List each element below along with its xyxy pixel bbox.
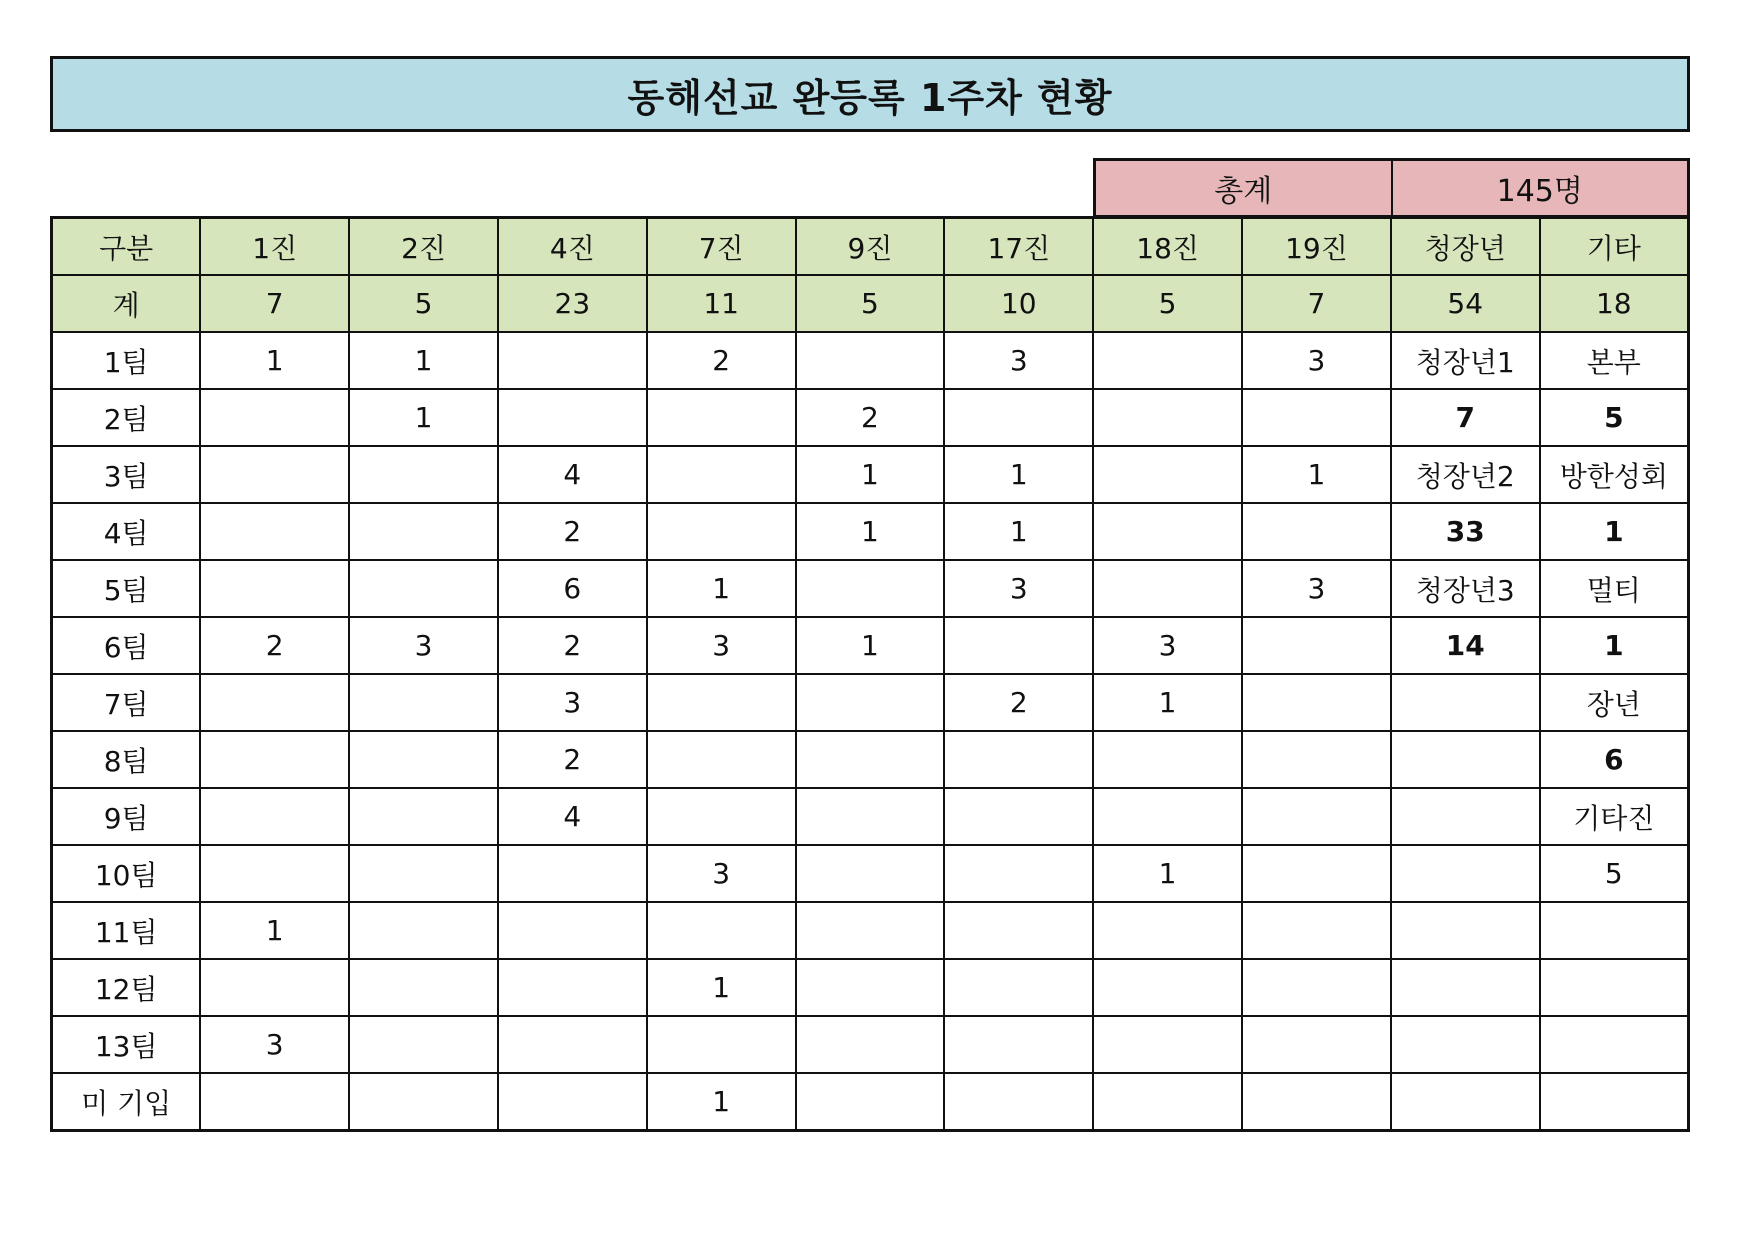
table-cell: 3 xyxy=(944,560,1093,617)
table-cell xyxy=(1540,1073,1689,1131)
table-cell: 2 xyxy=(944,674,1093,731)
table-cell xyxy=(498,1073,647,1131)
table-cell: 1진 xyxy=(200,218,349,276)
table-cell: 5 xyxy=(1093,275,1242,332)
registration-table xyxy=(50,216,1690,1132)
table-cell xyxy=(1242,1016,1391,1073)
table-cell: 1 xyxy=(1093,674,1242,731)
table-header-row xyxy=(52,218,1689,276)
table-cell xyxy=(200,731,349,788)
table-row xyxy=(52,788,1689,845)
table-cell: 1 xyxy=(1540,617,1689,674)
table-cell xyxy=(349,674,498,731)
table-cell: 5 xyxy=(796,275,945,332)
table-cell xyxy=(349,560,498,617)
table-cell xyxy=(498,845,647,902)
table-cell xyxy=(1093,731,1242,788)
row-label-cell: 10팀 xyxy=(52,845,201,902)
table-cell xyxy=(647,1016,796,1073)
table-row xyxy=(52,446,1689,503)
table-cell xyxy=(200,674,349,731)
table-cell xyxy=(349,959,498,1016)
table-cell xyxy=(200,446,349,503)
table-cell xyxy=(1093,959,1242,1016)
row-label-cell: 미 기입 xyxy=(52,1073,201,1131)
row-label-cell: 3팀 xyxy=(52,446,201,503)
table-cell xyxy=(1242,389,1391,446)
table-cell xyxy=(944,389,1093,446)
table-cell: 17진 xyxy=(944,218,1093,276)
table-cell: 14 xyxy=(1391,617,1540,674)
table-cell xyxy=(944,788,1093,845)
row-label-cell: 12팀 xyxy=(52,959,201,1016)
table-row xyxy=(52,332,1689,389)
table-cell xyxy=(200,503,349,560)
page-title: 동해선교 완등록 1주차 현황 xyxy=(50,56,1690,132)
table-cell: 1 xyxy=(1540,503,1689,560)
table-cell xyxy=(200,389,349,446)
table-cell xyxy=(349,902,498,959)
table-cell xyxy=(944,731,1093,788)
table-cell: 54 xyxy=(1391,275,1540,332)
table-cell: 4진 xyxy=(498,218,647,276)
table-cell: 1 xyxy=(647,560,796,617)
row-label-cell: 4팀 xyxy=(52,503,201,560)
table-cell: 3 xyxy=(1242,560,1391,617)
row-label-cell: 9팀 xyxy=(52,788,201,845)
table-cell xyxy=(1391,1073,1540,1131)
table-cell xyxy=(796,560,945,617)
table-cell: 4 xyxy=(498,788,647,845)
table-cell: 1 xyxy=(796,617,945,674)
table-cell: 3 xyxy=(647,617,796,674)
table-cell xyxy=(647,902,796,959)
table-cell: 1 xyxy=(200,902,349,959)
table-cell: 3 xyxy=(200,1016,349,1073)
table-cell xyxy=(796,731,945,788)
table-row xyxy=(52,845,1689,902)
table-cell xyxy=(647,503,796,560)
table-cell: 2 xyxy=(200,617,349,674)
table-cell xyxy=(349,1016,498,1073)
table-row xyxy=(52,959,1689,1016)
table-cell xyxy=(944,959,1093,1016)
table-cell xyxy=(1093,902,1242,959)
table-cell xyxy=(1093,446,1242,503)
table-cell xyxy=(349,788,498,845)
table-cell xyxy=(1093,1073,1242,1131)
table-cell xyxy=(1540,902,1689,959)
table-cell xyxy=(349,1073,498,1131)
table-cell xyxy=(944,1016,1093,1073)
table-row xyxy=(52,674,1689,731)
table-cell xyxy=(1242,788,1391,845)
table-cell: 7진 xyxy=(647,218,796,276)
table-cell: 2 xyxy=(498,503,647,560)
table-cell: 방한성회 xyxy=(1540,446,1689,503)
table-cell: 2 xyxy=(796,389,945,446)
table-cell xyxy=(944,617,1093,674)
table-cell: 3 xyxy=(647,845,796,902)
table-cell xyxy=(498,959,647,1016)
table-cell: 1 xyxy=(944,446,1093,503)
table-cell xyxy=(349,503,498,560)
table-cell: 3 xyxy=(498,674,647,731)
table-cell xyxy=(200,560,349,617)
table-cell xyxy=(1391,959,1540,1016)
total-label: 총계 xyxy=(1096,161,1393,215)
table-cell: 1 xyxy=(796,503,945,560)
table-cell: 2 xyxy=(647,332,796,389)
table-cell xyxy=(349,446,498,503)
table-cell xyxy=(1242,503,1391,560)
table-cell: 기타진 xyxy=(1540,788,1689,845)
table-cell xyxy=(200,845,349,902)
table-cell xyxy=(498,902,647,959)
table-cell xyxy=(1242,1073,1391,1131)
table-row xyxy=(52,560,1689,617)
table-cell xyxy=(796,332,945,389)
table-cell xyxy=(1242,617,1391,674)
table-sum-row xyxy=(52,275,1689,332)
row-label-cell: 5팀 xyxy=(52,560,201,617)
table-cell: 23 xyxy=(498,275,647,332)
table-cell xyxy=(1391,731,1540,788)
table-cell: 1 xyxy=(349,332,498,389)
table-cell xyxy=(647,674,796,731)
table-cell xyxy=(498,389,647,446)
table-cell: 1 xyxy=(647,1073,796,1131)
row-label-cell: 1팀 xyxy=(52,332,201,389)
table-row xyxy=(52,1016,1689,1073)
table-row xyxy=(52,731,1689,788)
table-cell xyxy=(1242,845,1391,902)
row-label-cell: 11팀 xyxy=(52,902,201,959)
table-cell xyxy=(498,1016,647,1073)
table-cell xyxy=(1242,731,1391,788)
table-cell: 5 xyxy=(1540,389,1689,446)
table-cell xyxy=(200,959,349,1016)
table-cell: 5 xyxy=(349,275,498,332)
table-cell: 33 xyxy=(1391,503,1540,560)
table-cell: 1 xyxy=(349,389,498,446)
table-cell xyxy=(796,788,945,845)
table-cell xyxy=(796,674,945,731)
table-cell: 18진 xyxy=(1093,218,1242,276)
table-cell: 1 xyxy=(1093,845,1242,902)
table-cell xyxy=(1540,959,1689,1016)
table-cell: 청장년2 xyxy=(1391,446,1540,503)
table-cell: 6 xyxy=(498,560,647,617)
table-cell xyxy=(1093,332,1242,389)
row-label-cell: 구분 xyxy=(52,218,201,276)
table-cell xyxy=(1093,389,1242,446)
table-row xyxy=(52,1073,1689,1131)
table-cell xyxy=(1242,959,1391,1016)
table-cell xyxy=(200,1073,349,1131)
table-cell: 7 xyxy=(1391,389,1540,446)
table-cell xyxy=(1391,788,1540,845)
table-cell xyxy=(1093,788,1242,845)
table-cell: 3 xyxy=(1093,617,1242,674)
table-row xyxy=(52,389,1689,446)
table-cell: 청장년 xyxy=(1391,218,1540,276)
table-cell: 10 xyxy=(944,275,1093,332)
table-cell xyxy=(1093,1016,1242,1073)
table-cell xyxy=(796,845,945,902)
table-cell xyxy=(796,959,945,1016)
total-value: 145명 xyxy=(1496,174,1583,209)
table-cell: 1 xyxy=(796,446,945,503)
table-cell: 7 xyxy=(200,275,349,332)
table-cell xyxy=(1391,674,1540,731)
row-label-cell: 8팀 xyxy=(52,731,201,788)
table-cell: 2 xyxy=(498,731,647,788)
table-cell xyxy=(200,788,349,845)
row-label-cell: 13팀 xyxy=(52,1016,201,1073)
row-label-cell: 2팀 xyxy=(52,389,201,446)
table-cell: 본부 xyxy=(1540,332,1689,389)
table-cell: 청장년1 xyxy=(1391,332,1540,389)
table-cell xyxy=(1391,902,1540,959)
table-cell xyxy=(647,731,796,788)
table-row xyxy=(52,503,1689,560)
table-cell xyxy=(796,1016,945,1073)
table-cell xyxy=(1391,1016,1540,1073)
table-cell: 18 xyxy=(1540,275,1689,332)
table-cell: 3 xyxy=(944,332,1093,389)
table-cell: 3 xyxy=(349,617,498,674)
table-row xyxy=(52,902,1689,959)
table-row xyxy=(52,617,1689,674)
table-cell xyxy=(796,1073,945,1131)
table-cell: 1 xyxy=(1242,446,1391,503)
table-cell xyxy=(349,845,498,902)
table-cell xyxy=(1540,1016,1689,1073)
table-cell: 1 xyxy=(647,959,796,1016)
table-cell: 11 xyxy=(647,275,796,332)
table-cell xyxy=(944,902,1093,959)
total-summary xyxy=(1093,158,1690,218)
table-cell xyxy=(647,389,796,446)
table-cell xyxy=(647,788,796,845)
table-cell: 3 xyxy=(1242,332,1391,389)
row-label-cell: 6팀 xyxy=(52,617,201,674)
table-cell: 기타 xyxy=(1540,218,1689,276)
table-cell xyxy=(796,902,945,959)
table-cell: 장년 xyxy=(1540,674,1689,731)
table-cell: 6 xyxy=(1540,731,1689,788)
table-cell xyxy=(647,446,796,503)
table-cell: 7 xyxy=(1242,275,1391,332)
table-cell xyxy=(349,731,498,788)
table-cell xyxy=(1093,503,1242,560)
row-label-cell: 계 xyxy=(52,275,201,332)
table-cell xyxy=(498,332,647,389)
table-cell: 2진 xyxy=(349,218,498,276)
table-cell xyxy=(1391,845,1540,902)
table-cell: 1 xyxy=(944,503,1093,560)
table-cell: 멀티 xyxy=(1540,560,1689,617)
table-cell: 청장년3 xyxy=(1391,560,1540,617)
table-cell xyxy=(944,845,1093,902)
table-cell: 9진 xyxy=(796,218,945,276)
table-cell: 2 xyxy=(498,617,647,674)
table-cell xyxy=(1242,674,1391,731)
table-cell: 4 xyxy=(498,446,647,503)
table-cell xyxy=(1093,560,1242,617)
table-cell: 19진 xyxy=(1242,218,1391,276)
row-label-cell: 7팀 xyxy=(52,674,201,731)
table-cell xyxy=(944,1073,1093,1131)
table-cell xyxy=(1242,902,1391,959)
table-cell: 5 xyxy=(1540,845,1689,902)
table-cell: 1 xyxy=(200,332,349,389)
